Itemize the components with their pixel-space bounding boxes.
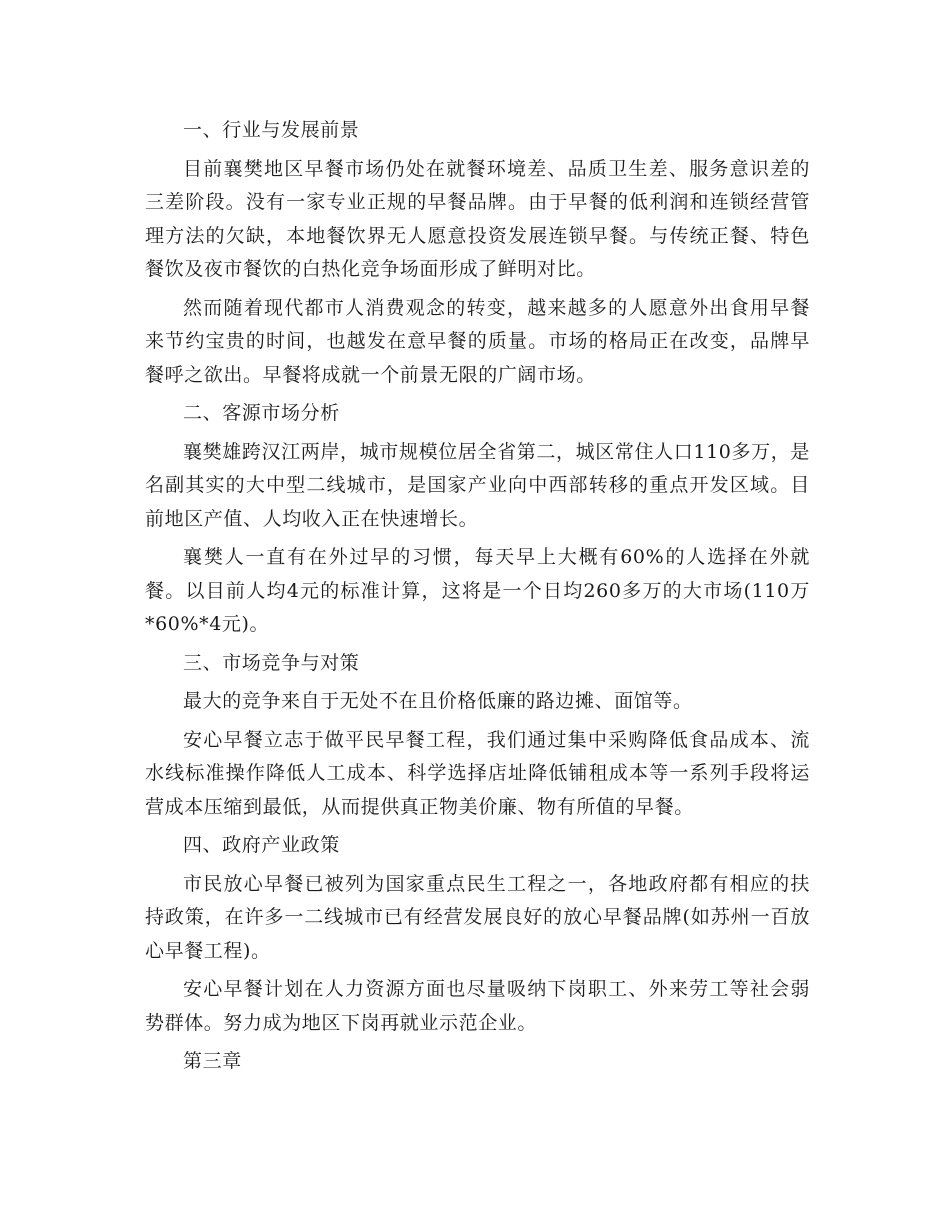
paragraph-employment: 安心早餐计划在人力资源方面也尽量吸纳下岗职工、外来劳工等社会弱势群体。努力成为地区下岗再就业示范企业。: [145, 978, 810, 1034]
section-heading-customer-market: 二、客源市场分析: [183, 402, 340, 424]
paragraph-competitors: 最大的竞争来自于无处不在且价格低廉的路边摊、面馆等。: [183, 690, 693, 712]
paragraph-market-status: 目前襄樊地区早餐市场仍处在就餐环境差、品质卫生差、服务意识差的三差阶段。没有一家专业正规的早餐品牌。由于早餐的低利润和连锁经营管理方法的欠缺，本地餐饮界无人愿意投资发展连锁早餐。与传统正餐、特色餐饮及夜市餐饮的白热化竞争场面形成了鲜明对比。: [145, 157, 810, 280]
document-body: [145, 114, 810, 1084]
paragraph-market-trend: 然而随着现代都市人消费观念的转变，越来越多的人愿意外出食用早餐来节约宝贵的时间，也越发在意早餐的质量。市场的格局正在改变，品牌早餐呼之欲出。早餐将成就一个前景无限的广阔市场。: [145, 296, 810, 386]
chapter-heading: 第三章: [183, 1050, 242, 1072]
section-heading-industry: 一、行业与发展前景: [183, 119, 360, 141]
section-heading-competition: 三、市场竞争与对策: [183, 651, 360, 674]
section-heading-policy: 四、政府产业政策: [183, 834, 340, 856]
paragraph-strategy: 安心早餐立志于做平民早餐工程，我们通过集中采购降低食品成本、流水线标准操作降低人工成本、科学选择店址降低铺租成本等一系列手段将运营成本压缩到最低，从而提供真正物美价廉、物有所值的早餐。: [145, 728, 810, 818]
paragraph-policy-support: 市民放心早餐已被列为国家重点民生工程之一，各地政府都有相应的扶持政策，在许多一二线城市已有经营发展良好的放心早餐品牌(如苏州一百放心早餐工程)。: [145, 872, 810, 962]
paragraph-market-size: 襄樊人一直有在外过早的习惯，每天早上大概有60%的人选择在外就餐。以目前人均4元的标准计算，这将是一个日均260多万的大市场(110万*60%*4元)。: [145, 546, 810, 635]
paragraph-city-overview: 襄樊雄跨汉江两岸，城市规模位居全省第二，城区常住人口110多万，是名副其实的大中型二线城市，是国家产业向中西部转移的重点开发区域。目前地区产值、人均收入正在快速增长。: [145, 440, 810, 530]
